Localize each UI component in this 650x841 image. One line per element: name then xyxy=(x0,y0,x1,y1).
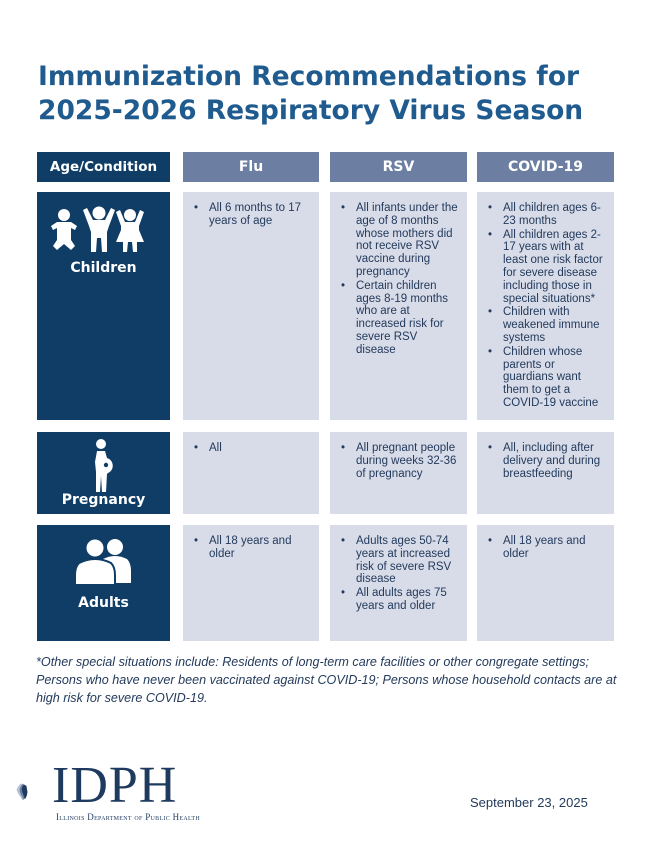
header-covid: COVID-19 xyxy=(477,152,614,182)
pregnant-person-icon xyxy=(92,438,116,492)
children-icon xyxy=(49,206,149,252)
list-item: • All xyxy=(203,442,311,455)
cell-children-rsv xyxy=(330,192,467,420)
cell-pregnancy-rsv xyxy=(330,432,467,514)
cell-adults-flu xyxy=(183,525,319,641)
title-line-1: Immunization Recommendations for xyxy=(38,61,580,92)
list-item: • All pregnant people during weeks 32-36 of pregnancy xyxy=(350,442,459,480)
title-line-2: 2025-2026 Respiratory Virus Season xyxy=(38,95,584,126)
list-item: • All 18 years and older xyxy=(497,535,606,561)
list-children-flu xyxy=(189,202,311,228)
cell-children-flu xyxy=(183,192,319,420)
list-pregnancy-rsv xyxy=(336,442,459,480)
list-item: • All infants under the age of 8 months whose mothers did not receive RSV vaccine during pregnancy xyxy=(350,202,459,279)
list-item: • All adults ages 75 years and older xyxy=(350,587,459,613)
row-label-children-text: Children xyxy=(70,260,137,276)
cell-children-covid xyxy=(477,192,614,420)
list-item: • All 18 years and older xyxy=(203,535,311,561)
row-label-adults-text: Adults xyxy=(78,595,129,611)
header-rsv: RSV xyxy=(330,152,467,182)
footnote: *Other special situations include: Residents of long-term care facilities or other congregate settings; Persons who have never been vaccinated against COVID-19; Persons whose household contacts are at high risk for severe COVID-19. xyxy=(36,655,617,705)
row-label-pregnancy-text: Pregnancy xyxy=(61,492,146,508)
page-title xyxy=(38,60,628,128)
row-label-children xyxy=(37,192,170,420)
list-item: • All children ages 2-17 years with at least one risk factor for severe disease including those in special situations* xyxy=(497,229,606,306)
list-pregnancy-covid xyxy=(483,442,606,480)
row-label-pregnancy xyxy=(37,432,170,514)
cell-pregnancy-flu xyxy=(183,432,319,514)
list-item: • Children with weakened immune systems xyxy=(497,306,606,344)
adults-icon xyxy=(75,537,133,585)
row-label-adults xyxy=(37,525,170,641)
list-item: • All children ages 6-23 months xyxy=(497,202,606,228)
header-age-condition: Age/Condition xyxy=(37,152,170,182)
publication-date: September 23, 2025 xyxy=(470,795,588,810)
list-adults-covid xyxy=(483,535,606,561)
list-adults-flu xyxy=(189,535,311,561)
list-item: • Children whose parents or guardians want them to get a COVID-19 vaccine xyxy=(497,346,606,410)
idph-logo-subtitle: Illinois Department of Public Health xyxy=(56,812,200,822)
list-item: • All, including after delivery and during breastfeeding xyxy=(497,442,606,480)
list-item: • All 6 months to 17 years of age xyxy=(203,202,311,228)
list-item: • Adults ages 50-74 years at increased risk of severe RSV disease xyxy=(350,535,459,586)
list-children-covid xyxy=(483,202,606,410)
list-pregnancy-flu xyxy=(189,442,311,455)
list-adults-rsv xyxy=(336,535,459,613)
cell-adults-covid xyxy=(477,525,614,641)
idph-logo-text: IDPH xyxy=(52,757,178,814)
cell-pregnancy-covid xyxy=(477,432,614,514)
header-flu: Flu xyxy=(183,152,319,182)
list-children-rsv xyxy=(336,202,459,357)
cell-adults-rsv xyxy=(330,525,467,641)
list-item: • Certain children ages 8-19 months who are at increased risk for severe RSV disease xyxy=(350,280,459,357)
